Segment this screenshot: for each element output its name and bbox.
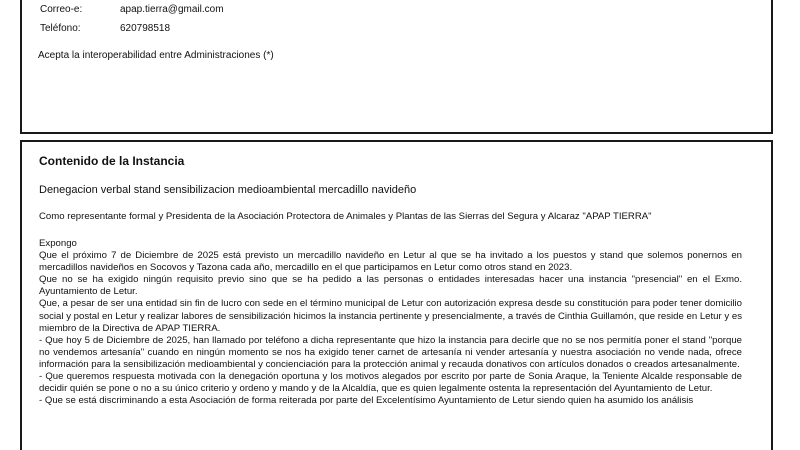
body-paragraph: Que no se ha exigido ningún requisito previo sino que se ha pedido a las personas o entidades interesadas hacer una instancia "presencial" en el Exmo. Ayuntamiento de Letur.	[39, 274, 742, 298]
body-paragraph: Que el próximo 7 de Diciembre de 2025 está previsto un mercadillo navideño en Letur al que se ha invitado a los puestos y stand que solemos ponernos en mercadillos navideños en Socovos y Tazona cada año, mercadillo en el que participamos en Letur como otros stand en 2023.	[39, 250, 742, 274]
instance-content-section	[20, 140, 773, 450]
contact-section	[20, 0, 773, 134]
section-title: Contenido de la Instancia	[39, 154, 185, 168]
email-value: apap.tierra@gmail.com	[120, 4, 224, 15]
expongo-heading: Expongo	[39, 238, 77, 249]
body-paragraph: - Que hoy 5 de Diciembre de 2025, han llamado por teléfono a dicha representante que hizo la instancia para decirle que no se nos permitía poner el stand "porque no vendemos artesanía" cuando en ningún momento se nos ha exigido tener carnet de artesanía ni vender artesanía y nuestra asociación no vende nada, ofrece información para la sensibilización medioambiental y concienciación para la protección animal y recauda donativos con artículos donados o creados artesanalmente.	[39, 334, 742, 370]
instance-body	[39, 238, 742, 407]
phone-label: Teléfono:	[40, 23, 81, 34]
interoperability-text: Acepta la interoperabilidad entre Administraciones (*)	[38, 50, 274, 61]
body-paragraph: - Que se está discriminando a esta Asociación de forma reiterada por parte del Excelentísimo Ayuntamiento de Letur siendo quien ha asumido los análisis	[39, 395, 694, 407]
phone-value: 620798518	[120, 23, 171, 34]
email-label: Correo-e:	[40, 4, 83, 15]
instance-subject: Denegacion verbal stand sensibilizacion medioambiental mercadillo navideño	[39, 184, 417, 196]
instance-intro: Como representante formal y Presidenta de la Asociación Protectora de Animales y Plantas de las Sierras del Segura y Alcaraz "APAP TIERRA"	[39, 211, 652, 222]
body-paragraph: Que, a pesar de ser una entidad sin fin de lucro con sede en el término municipal de Letur con autorización expresa desde su constitución para poder tener domicilio social y postal en Letur y realizar labores de sensibilización hicimos la instancia pertinente y presencialmente, a través de Cinthia Guillamón, que reside en Letur y es miembro de la Directiva de APAP TIERRA.	[39, 298, 742, 334]
body-paragraph: - Que queremos respuesta motivada con la denegación oportuna y los motivos alegados por escrito por parte de Sonia Araque, la Teniente Alcalde responsable de decidir quién se pone o no a su único criterio y ordeno y mando y de la Alcaldía, que es quien legalmente ostenta la representación del Ayuntamiento de Letur.	[39, 371, 742, 395]
